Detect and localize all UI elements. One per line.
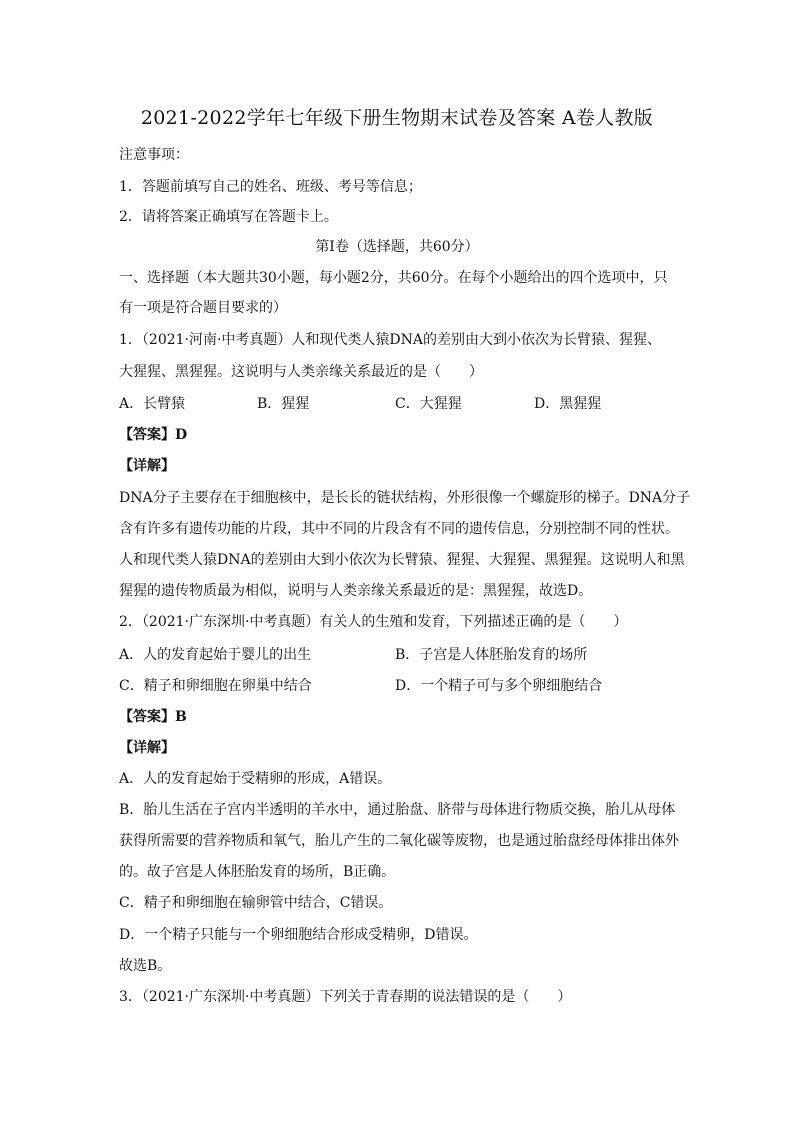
q2-detail-line: A．人的发育起始于受精卵的形成，A错误。 [119,771,392,787]
q2-detail-line: B．胎儿生活在子宫内半透明的羊水中，通过胎盘、脐带与母体进行物质交换，胎儿从母体 [119,802,676,818]
q2-detail-line: D．一个精子只能与一个卵细胞结合形成受精卵，D错误。 [119,927,478,943]
q1-answer: 【答案】D [119,427,188,443]
q2-option-d: D．一个精子可与多个卵细胞结合 [395,678,603,694]
q1-detail-line: 含有许多有遗传功能的片段，其中不同的片段含有不同的遗传信息，分别控制不同的性状。 [119,521,679,537]
q2-answer: 【答案】B [119,709,187,725]
q1-option-b: B．猩猩 [257,396,310,412]
notice-item: 2．请将答案正确填写在答题卡上。 [119,209,338,225]
question-3-stem: 3．（2021·广东深圳·中考真题）下列关于青春期的说法错误的是（ ） [119,989,572,1005]
notice-item: 1．答题前填写自己的姓名、班级、考号等信息； [119,179,422,195]
q1-detail-line: DNA分子主要存在于细胞核中，是长长的链状结构，外形很像一个螺旋形的梯子。DNA分子 [119,490,691,506]
q2-option-c: C．精子和卵细胞在卵巢中结合 [119,678,312,694]
document-title: 2021-2022学年七年级下册生物期末试卷及答案 A卷人教版 [140,107,654,129]
part-instruction: 有一项是符合题目要求的） [119,300,287,316]
notice-heading: 注意事项： [119,147,189,163]
q2-detail-line: C．精子和卵细胞在输卵管中结合，C错误。 [119,895,393,911]
q2-detail-line: 的。故子宫是人体胚胎发育的场所，B正确。 [119,864,396,880]
q1-detail-line: 猩猩的遗传物质最为相似，说明与人类亲缘关系最近的是：黑猩猩，故选D。 [119,583,593,599]
q2-option-b: B．子宫是人体胚胎发育的场所 [395,647,588,663]
section-title: 第Ⅰ卷（选择题，共60分） [315,239,479,255]
question-1-stem: 大猩猩、黑猩猩。这说明与人类亲缘关系最近的是（ ） [119,364,483,380]
q2-detail-line: 故选B。 [119,958,172,974]
q2-option-a: A．人的发育起始于婴儿的出生 [119,647,312,663]
q1-option-d: D．黑猩猩 [534,396,602,412]
question-1-stem: 1．（2021·河南·中考真题）人和现代类人猿DNA的差别由大到小依次为长臂猿、猩猩、 [119,332,662,348]
q2-detail-label: 【详解】 [119,740,175,756]
q1-detail-label: 【详解】 [119,458,175,474]
question-2-stem: 2．（2021·广东深圳·中考真题）有关人的生殖和发育，下列描述正确的是（ ） [119,614,628,630]
q1-detail-line: 人和现代类人猿DNA的差别由大到小依次为长臂猿、猩猩、大猩猩、黑猩猩。这说明人和黑 [119,552,685,568]
q1-option-c: C．大猩猩 [395,396,462,412]
q2-detail-line: 获得所需要的营养物质和氧气，胎儿产生的二氧化碳等废物，也是通过胎盘经母体排出体外 [119,833,679,849]
part-instruction: 一、选择题（本大题共30小题，每小题2分，共60分。在每个小题给出的四个选项中，只 [119,270,668,286]
q1-option-a: A．长臂猿 [119,396,186,412]
